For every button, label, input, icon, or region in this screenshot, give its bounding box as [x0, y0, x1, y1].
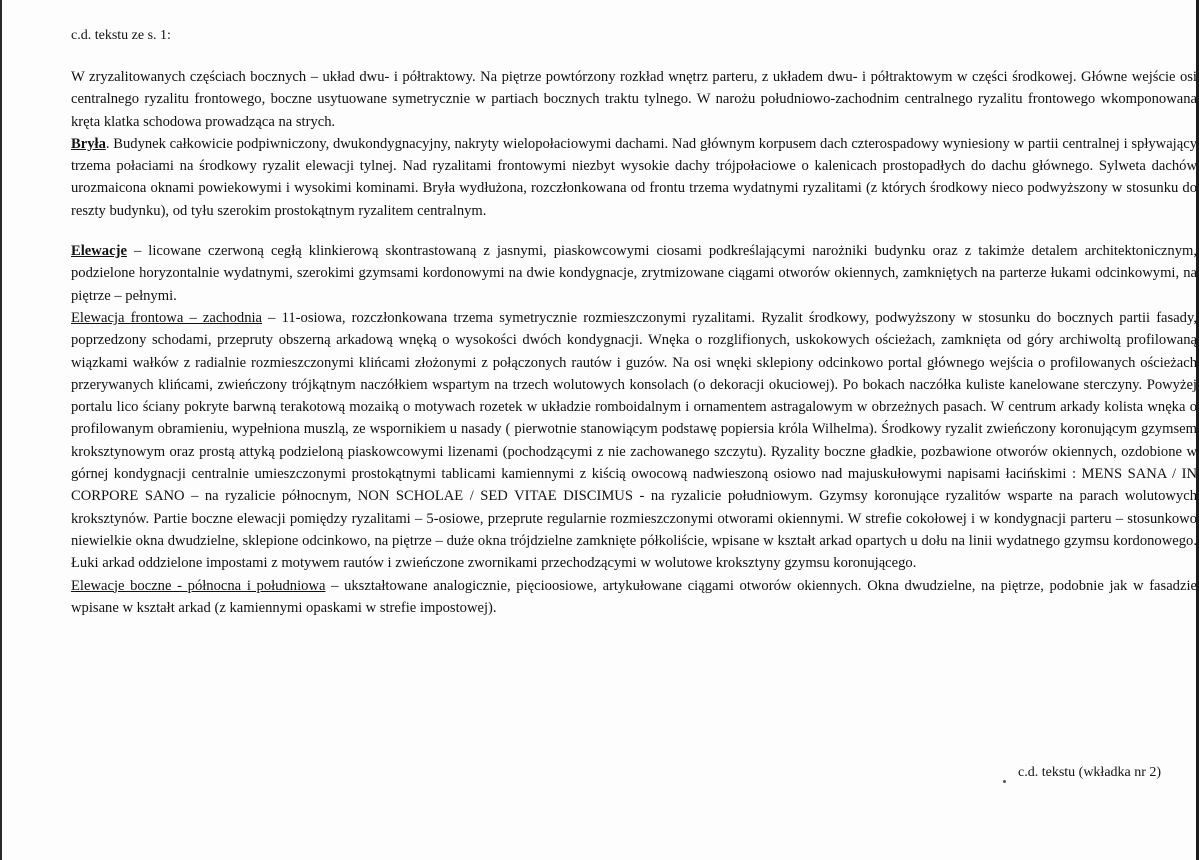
paragraph-elewacje-boczne-text: – ukształtowane analogicznie, pięcioosiowe, artykułowane ciągami otworów okiennych. Okna dwudzielne, na piętrze, podobnie jak w fasadzie wpisane w kształt arkad (z kamiennymi opaskami w strefie impostowej). [71, 577, 1197, 616]
scan-edge-left [0, 0, 2, 860]
paragraph-bryla [71, 133, 1197, 222]
heading-elewacja-frontowa: Elewacja frontowa – zachodnia [71, 309, 263, 326]
paragraph-elewacje-boczne [71, 575, 1197, 620]
paragraph-bryla-text: . Budynek całkowicie podpiwniczony, dwukondygnacyjny, nakryty wielopołaciowymi dachami. Nad głównym korpusem dach czterospadowy wyniesiony w partii centralnej i spływający trzema połaciami na środkowy ryzalit elewacji tylnej. Nad ryzalitami frontowymi niezbyt wysokie dachy trójpołaciowe o kalenicach prostopadłych do dachu głównego. Sylweta dachów urozmaicona oknami powiekowymi i wysokimi kominami. Bryła wydłużona, rozczłonkowana od frontu trzema wydatnymi ryzalitami (z których środkowy nieco podwyższony w stosunku do reszty budynku), od tyłu szerokim prostokątnym ryzalitem centralnym. [71, 135, 1197, 219]
continuation-footer: c.d. tekstu (wkładka nr 2) [1018, 765, 1162, 780]
paragraph-elewacje [71, 240, 1197, 307]
paragraph-elewacja-frontowa-text: – 11-osiowa, rozczłonkowana trzema symetrycznie rozmieszczonymi ryzalitami. Ryzalit środkowy, podwyższony w stosunku do bocznych partii fasady, poprzedzony schodami, przepruty obszerną arkadową wnęką o wysokości dwóch kondygnacji. Wnęka o rozglifionych, uskokowych ościeżach, zamknięta od góry archiwoltą profilowaną wiązkami wałków z radialnie rozmieszczonymi klińcami złożonymi z połączonych rautów i guzów. Na osi wnęki sklepiony odcinkowo portal głównego wejścia o profilowanych ościeżach przerywanych klińcami, zwieńczony trójkątnym naczółkiem wspartym na trzech wolutowych konsolach (o dekoracji okuciowej). Po bokach naczółka kuliste kanelowane sterczyny. Powyżej portalu lico ściany pokryte barwną terakotową mozaiką o motywach rozetek w układzie romboidalnym i ornamentem astragalowym w obrzeżnych pasach. W centrum arkady kolista wnęka o profilowanym obramieniu, wypełniona muszlą, ze wspornikiem u nasady ( pierwotnie stanowiącym podstawę popiersia króla Wilhelma). Środkowy ryzalit zwieńczony koronującym gzymsem kroksztynowym oraz prostą attyką podzieloną piaskowcowymi lizenami (pochodzącymi z nie zachowanego szczytu). Ryzality boczne gładkie, pozbawione otworów okiennych, ozdobione w górnej kondygnacji centralnie umieszczonymi prostokątnymi tablicami kamiennymi z kiścią owocową nadwieszoną osiowo nad majuskułowymi napisami łacińskimi : MENS SANA / IN CORPORE SANO – na ryzalicie północnym, NON SCHOLAE / SED VITAE DISCIMUS - na ryzalicie południowym. Gzymsy koronujące ryzalitów wsparte na parach wolutowych kroksztynów. Partie boczne elewacji pomiędzy ryzalitami – 5-osiowe, przeprute regularnie rozmieszczonymi otworami okiennymi. W strefie cokołowej i w kondygnacji parteru – stosunkowo niewielkie okna dwudzielne, sklepione odcinkowo, na piętrze – duże okna trójdzielne zamknięte półkoliście, wpisane w kształt arkad opartych u dołu na linii wydatnego gzymsu kordonowego. Łuki arkad oddzielone impostami z motywem rautów i zwieńczone zwornikami przechodzącymi w wolutowe kroksztyny gzymsu koronującego. [71, 309, 1197, 572]
scan-speck [1003, 780, 1006, 783]
paragraph-layout-text: W zryzalitowanych częściach bocznych – układ dwu- i półtraktowy. Na piętrze powtórzony rozkład wnętrz parteru, z układem dwu- i półtraktowym w części środkowej. Główne wejście osi centralnego ryzalitu frontowego, boczne usytuowane symetrycznie w partiach bocznych traktu tylnego. W narożu południowo-zachodnim centralnego ryzalitu frontowego wkomponowana kręta klatka schodowa prowadząca na strych. [71, 69, 1197, 130]
document-body [71, 66, 1197, 619]
heading-elewacje-boczne: Elewacje boczne - północna i południowa [71, 577, 326, 594]
continuation-header: c.d. tekstu ze s. 1: [71, 28, 171, 43]
paragraph-elewacja-frontowa [71, 307, 1197, 575]
paragraph-elewacje-text: – licowane czerwoną cegłą klinkierową skontrastowaną z jasnymi, piaskowcowymi ciosami podkreślającymi narożniki budynku oraz z takimże detalem architektonicznym, podzielone horyzontalnie wydatnymi, szerokimi gzymsami kordonowymi na dwie kondygnacje, zrytmizowane ciągami otworów okiennych, zamkniętych na parterze łukami odcinkowymi, na piętrze – pełnymi. [71, 243, 1197, 304]
heading-elewacje: Elewacje [71, 243, 127, 260]
paragraph-layout [71, 66, 1197, 133]
heading-bryla: Bryła [71, 135, 106, 152]
